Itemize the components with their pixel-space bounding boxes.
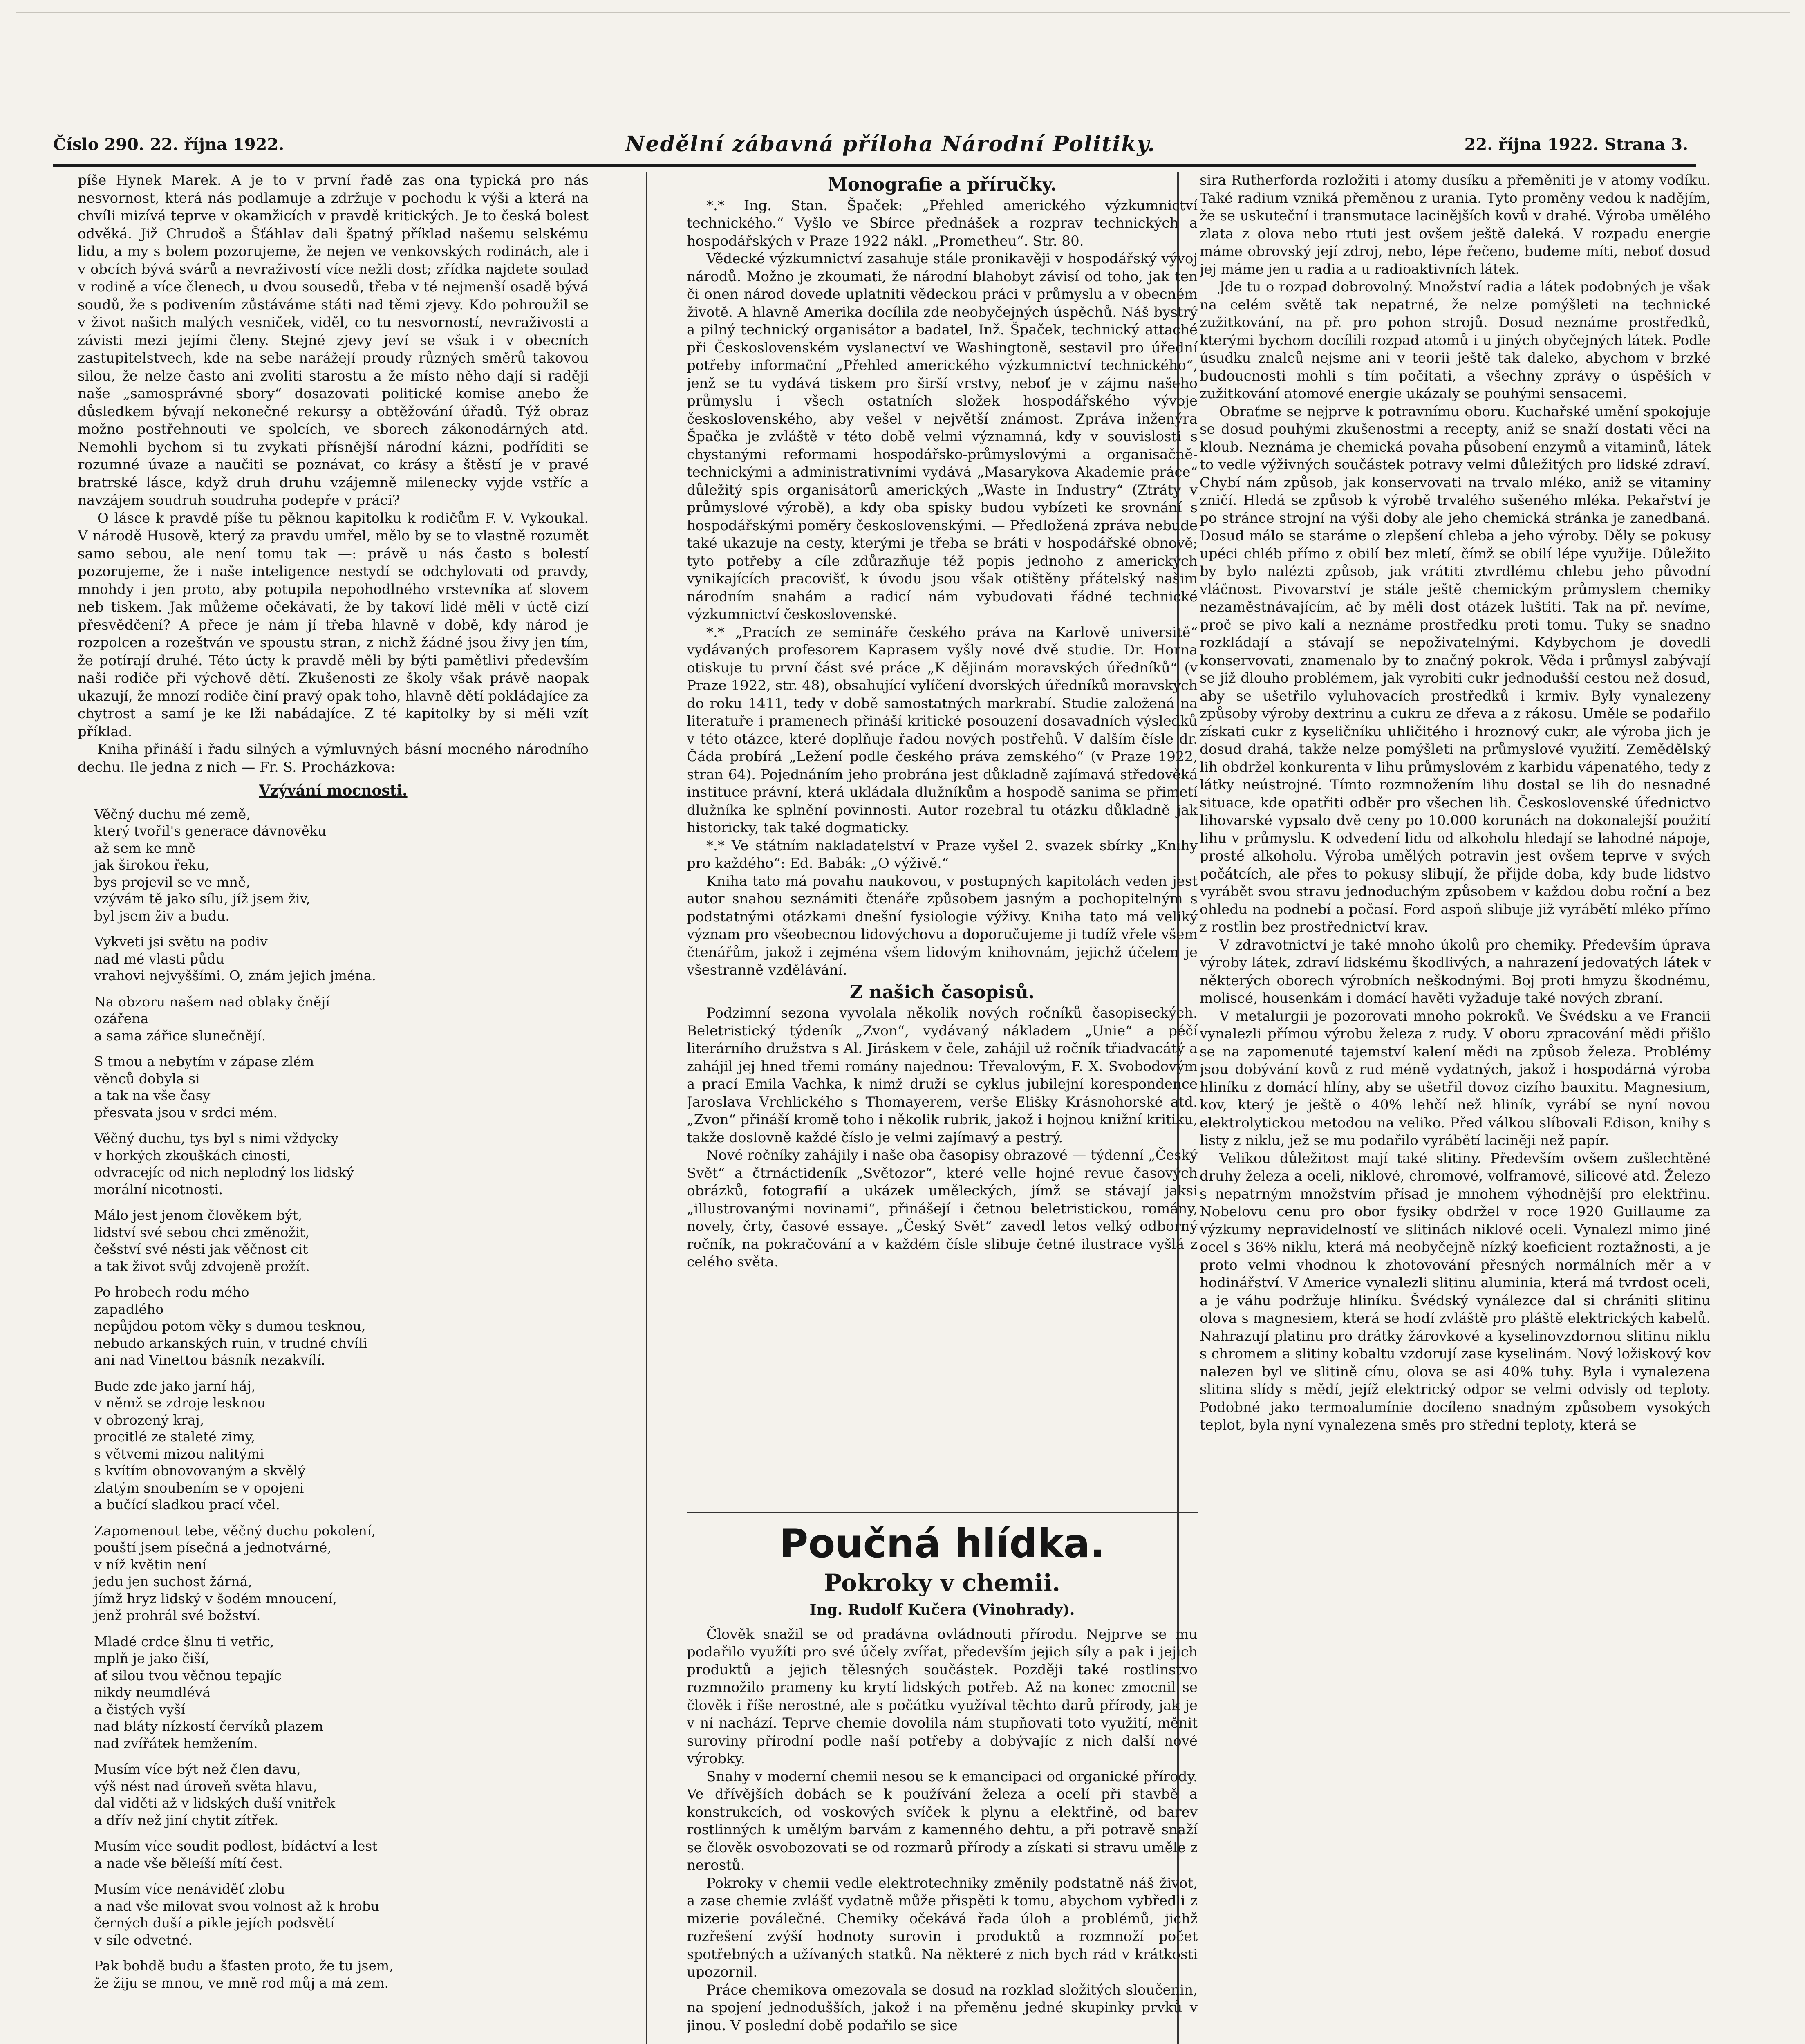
column-2 xyxy=(687,172,1198,1292)
paragraph: Podzimní sezona vyvolala několik nových ročníků časopiseckých. Beletristický týdeník „Zvon“, vydávaný nákladem „Unie“ a péčí literárního družstva s Al. Jiráskem v čele, zahájil už ročník třiadvacátý a zahájil jej hned třemi romány najednou: Třevalovým, F. X. Svobodovým a prací Emila Vachka, k nimž druží se cyklus jubilejní korespondence Jaroslava Vrchlického s Thomayerem, verše Elišky Krásnohorské atd. „Zvon“ přináší kromě toho i několik rubrik, jakož i hojnou knižní kritiku, takže doslovně každé číslo je velmi zajímavý a pestrý. xyxy=(687,1005,1198,1146)
poem-line: češství své nésti jak věčnost cit xyxy=(94,1241,308,1257)
section-title: Z našich časopisů. xyxy=(849,982,1035,1003)
poem-line: ať silou tvou věčnou tepajíc xyxy=(94,1667,282,1683)
poem-stanza xyxy=(78,1053,589,1121)
poem-line: vzývám tě jako sílu, jíž jsem živ, xyxy=(94,891,310,907)
poem-line: Věčný duchu mé země, xyxy=(94,806,251,822)
poem-line: černých duší a pikle jejích podsvětí xyxy=(94,1915,335,1931)
poem-line: v níž květin není xyxy=(94,1556,207,1573)
paragraph: Nové ročníky zahájily i naše oba časopisy obrazové — týdenní „Český Svět“ a čtrnáctideník „Světozor“, které velle hojné revue časových obrázků, fotografií a ukázek uměleckých, jímž se stávají jaksi „illustrovanými novinami“, přinášejí i četnou beletristickou, romány, novely, črty, časové essaye. „Český Svět“ zavedl letos velký odborný ročník, na pokračování a v každém čísle slibuje četné ilustrace vyšlá z celého světa. xyxy=(687,1147,1198,1270)
poem-line: a nade vše běleíší mítí čest. xyxy=(94,1855,283,1871)
poem-line: morální nicotnosti. xyxy=(94,1181,223,1197)
column-2-article xyxy=(687,1504,1198,2044)
poem-line: ani nad Vinettou básník nezakvílí. xyxy=(94,1352,325,1368)
paragraph: *.* Ve státním nakladatelství v Praze vyšel 2. svazek sbírky „Knihy pro každého“: Ed. Babák: „O výživě.“ xyxy=(687,837,1198,872)
paragraph: Vědecké výzkumnictví zasahuje stále pronikavěji v hospodářský vývoj národů. Možno je zkoumati, že národní blahobyt závisí od toho, jak ten či onen národ dovede uplatniti vědeckou práci v průmyslu a v obecném životě. A hlavně Amerika docílila zde neobyčejných úspěchů. Náš bystrý a pilný technický organisátor a badatel, Inž. Špaček, technický attaché při Československém vyslanectví ve Washingtoně, sestavil pro úřední potřeby informační „Přehled amerického výzkumnictví technického“, jenž se tu vydává tiskem pro širší vrstvy, neboť je v zájmu našeho průmyslu i všech ostatních složek hospodářského vývoje československého, aby vešel v největší známost. Zpráva inženýra Špačka je zvláště v této době velmi významná, kdy v souvislosti s chystanými reformami hospodářsko-průmyslovými a organisačně-technickými a administrativními vydává „Masarykova Akademie práce“ důležitý spis organisátorů amerických „Waste in Industry“ (Ztráty v průmyslové výrobě), a kdy oba spisky budou vybízeti ke srovnání s hospodářskými poměry československými. — Předložená zpráva nebude také ukazuje na cesty, kterými je třeba se bráti v hospodářské obnově; tyto potřeby a cíle zdůrazňuje též popis jednoho z amerických vynikajících pracovišť, k úvodu jsou však otištěny přátelský našim národním snahám a radicí nám vybudovati řádné technické výzkumnictví československé. xyxy=(687,251,1198,623)
paragraph: Velikou důležitost mají také slitiny. Především ovšem zušlechtěné druhy železa a oceli, niklové, chromové, volframové, silicové atd. Železo s nepatrným množstvím přísad je mnohem výhodnější pro elektřinu. Nobelovu cenu pro obor fysiky obdržel v roce 1920 Guillaume za výzkumy nepravidelností ve slitinách niklové oceli. Vynalezl mimo jiné ocel s 36% niklu, která má neobyčejně nízký koeficient roztažnosti, a je proto velmi vhodnou k zhotovování přesných normálních měr a v hodinářství. V Americe vynalezli slitinu aluminia, která má tvrdost oceli, a je váhu podržuje hliníku. Švédský vynálezce dal si chrániti slitinu olova s magnesiem, která se hodí zvláště pro pláště elektrických kabelů. Nahrazují platinu pro drátky žárovkové a kyselinovzdornou slitinu niklu s chromem a slitiny kobaltu vzdorují zase kyselinám. Nový ložiskový kov nalezen byl ve slitině cínu, olova se asi 40% tuhy. Byla i vynalezena slitina slídy s mědí, jejíž elektrický odpor se velmi odvisly od teploty. Podobné jako termoalumínie docíleno snadným způsobem vysokých teplot, byla nyní vynalezena směs pro střední teploty, která se xyxy=(1200,1150,1711,1433)
poem-stanza xyxy=(78,1633,589,1752)
poem-line: a čistých vyší xyxy=(94,1701,186,1717)
poem-stanza xyxy=(78,1130,589,1198)
article-byline: Ing. Rudolf Kučera (Vinohrady). xyxy=(809,1601,1075,1618)
poem-title: Vzývání mocnosti. xyxy=(259,782,408,799)
poem-line: jímž hryz lidský v šodém mnoucení, xyxy=(94,1590,337,1607)
poem-line: nad zvířátek hemžením. xyxy=(94,1735,258,1751)
poem-line: zapadlého xyxy=(94,1301,164,1317)
poem-line: nebudo arkanských ruin, v trudné chvíli xyxy=(94,1335,367,1351)
poem-stanza xyxy=(78,993,589,1044)
poem-line: nepůjdou potom věky s dumou tesknou, xyxy=(94,1318,366,1334)
poem-line: byl jsem živ a budu. xyxy=(94,908,230,924)
poem-line: jak širokou řeku, xyxy=(94,857,210,873)
poem-line: Musím více být než člen davu, xyxy=(94,1761,301,1777)
poem-line: Zapomenout tebe, věčný duchu pokolení, xyxy=(94,1522,376,1539)
poem-line: S tmou a nebytím v zápase zlém xyxy=(94,1053,314,1069)
poem-line: Na obzoru našem nad oblaky čnějí xyxy=(94,993,330,1010)
poem-line: a tak na vše časy xyxy=(94,1087,211,1103)
page-number: 22. října 1922. Strana 3. xyxy=(1464,135,1688,154)
paragraph: Pokroky v chemii vedle elektrotechniky změnily podstatně náš život, a zase chemie zvlášť vydatně může přispěti k tomu, abychom vybředli z mizerie poválečné. Chemiky očekává řada úloh a problémů, jichž rozřešení zvýší hodnoty surovin i produktů a rozmnoží počet spotřebných a užívaných statků. Na některé z nich bych rád v krátkosti upozornil. xyxy=(687,1875,1198,1980)
paragraph: *.* „Pracích ze semináře českého práva na Karlově universitě“ vydávaných profesorem Kaprasem vyšly nové dvě studie. Dr. Horna otiskuje tu první část své práce „K dějinám moravských úředníků“ (v Praze 1922, str. 48), obsahující vylíčení dvorských úředníků moravských do roku 1411, tedy v době samostatných markrabí. Studie založená na literatuře i pramenech přináší kritické posouzení dosavadních výsledků v této otázce, které doplňuje řadou nových postřehů. V dalším čísle dr. Čáda probírá „Ležení podle českého práva zemského“ (v Praze 1922, stran 64). Pojednáním jeho probrána jest důkladně zajímavá středověká instituce právní, která ukládala dlužníkům a hospodě sanima se přimetí dlužníka ke splnění povinnosti. Autor rozebral tu otázku důkladně jak historicky, tak také dogmaticky. xyxy=(687,624,1198,836)
poem-line: Bude zde jako jarní háj, xyxy=(94,1378,256,1394)
poem-line: a dřív než jiní chytit zítřek. xyxy=(94,1812,279,1828)
poem-line: který tvořil's generace dávnověku xyxy=(94,823,327,839)
paragraph: V zdravotnictví je také mnoho úkolů pro chemiky. Především úprava výroby látek, zdraví lidskému škodlivých, a nahrazení jedovatých látek v některých oborech výrobních neškodnými. Boj proti hmyzu škodnému, moliscé, housenkám i domácí havěti vyžaduje také nových zbraní. xyxy=(1200,937,1711,1006)
poem-stanza xyxy=(78,1838,589,1871)
article-title: Pokroky v chemii. xyxy=(824,1569,1061,1597)
paragraph: Kniha tato má povahu naukovou, v postupných kapitolách veden jest autor snahou seznámiti čtenáře způsobem jasným a pochopitelným s podstatnými otázkami dnešní fysiologie výživy. Kniha tato má veliký význam pro všeobecnou lidovýchovu a doporučujeme ji tudíž vřele všem čtenářům, jakož i zejména všem lidovým knihovnám, jejichž účelem je všestranně vzdělávání. xyxy=(687,873,1198,978)
poem-line: a sama zářice slunečnějí. xyxy=(94,1027,266,1044)
paragraph: Člověk snažil se od pradávna ovládnouti přírodu. Nejprve se mu podařilo využíti pro své účely zvířat, především jejich síly a pak i jejich produktů a jejich tělesných součástek. Později také rostlinstvo rozmnožilo prameny ku krytí lidských potřeb. Až na konec zmocnil se člověk i říše nerostné, ale s počátku využíval těchto darů přírody, jak je v ní nachází. Teprve chemie dovolila nám stupňovati toto využití, měnit suroviny přírodní podle naší potřeby a dobývajíc z nich další nové výrobky. xyxy=(687,1626,1198,1767)
poem-line: a nad vše milovat svou volnost až k hrobu xyxy=(94,1898,380,1914)
poem-line: odvracejíc od nich neplodný los lidský xyxy=(94,1164,354,1180)
poem-line: jenž prohrál své božství. xyxy=(94,1607,261,1623)
poem-line: nikdy neumdlévá xyxy=(94,1684,211,1700)
poem-line: bys projevil se ve mně, xyxy=(94,874,251,890)
poem-line: Mladé crdce šlnu ti vetřic, xyxy=(94,1633,274,1650)
poem-line: že žiju se mnou, ve mně rod můj a má zem. xyxy=(94,1975,389,1991)
poem-line: Málo jest jenom člověkem být, xyxy=(94,1207,302,1223)
column-1 xyxy=(78,172,589,2044)
paragraph: sira Rutherforda rozložiti i atomy dusíku a přeměniti je v atomy vodíku. Také radium vzniká přeměnou z urania. Tyto proměny vedou k nadějím, že se uskuteční i transmutace lacinějších kovů v drahé. Výroba umělého zlata z olova nebo rtuti jest ovšem ještě daleká. V rozpadu energie máme obrovský její zdroj, nebo, lépe řečeno, budeme míti, neboť dosud jej máme jen u radia a u radioaktivních látek. xyxy=(1200,172,1711,278)
poem-line: Pak bohdě budu a šťasten proto, že tu jsem, xyxy=(94,1958,394,1974)
poem-line: v síle odvetné. xyxy=(94,1932,193,1948)
poem-line: dal viděti až v lidských duší vnitřek xyxy=(94,1795,336,1811)
poem-stanza xyxy=(78,1880,589,1948)
article-heading: Poučná hlídka. xyxy=(779,1521,1105,1567)
section-title: Monografie a příručky. xyxy=(828,174,1057,195)
poem-line: v horkých zkouškách cinosti, xyxy=(94,1147,291,1163)
page-header xyxy=(53,132,1688,168)
paragraph: V metalurgii je pozorovati mnoho pokroků. Ve Švédsku a ve Francii vynalezli přímou výrobu železa z rudy. V oboru zpracování mědi přišlo se na zapomenuté tajemství kalení mědi na způsob železa. Problémy jsou dobývání kovů z rud méně vydatných, jakož i hospodárná výroba hliníku z domácí hlíny, aby se ušetřil dovoz cizího bauxitu. Magnesium, kov, který je ještě o 40% lehčí než hliník, vyrábí se nyní novou elektrolytickou metodou na veliko. Před válkou slíbovali Edison, knihy s listy z niklu, jež se mu podařilo vyrábětí laciněji než papír. xyxy=(1200,1008,1711,1149)
poem-line: Musím více nenáviděť zlobu xyxy=(94,1881,285,1897)
paragraph: Obraťme se nejprve k potravnímu oboru. Kuchařské umění spokojuje se dosud pouhými zkušenostmi a recepty, aniž se snaží dostati věci na kloub. Neznáma je chemická povaha působení enzymů a vitaminů, látek to vedle výživných součástek potravy velmi důležitých pro lidské zdraví. Chybí nám způsob, jak konservovati na trvalo mléko, aniž se vitaminy zničí. Hledá se způsob k výrobě trvalého sušeného mléka. Pekařství je po stránce strojní na výši doby ale jeho chemická stránka je zanedbaná. Dosud málo se staráme o zlepšení chleba a jeho výroby. Děly se pokusy upéci chléb přímo z obilí bez mletí, čímž se obilí lépe využije. Důležito by bylo nalézti způsob, jak vrátiti ztvrdlému chlebu jeho původní vláčnost. Pivovarství je stále ještě chemickým průmyslem chemiky nezaměstnávajícím, ač by měli dost otázek luštiti. Tak na př. nevíme, proč se pivo kalí a neznáme prostředku proti tomu. Tuky se snadno rozkládají a stávají se nepoživatelnými. Kdybychom je dovedli konservovati, znamenalo by to značný pokrok. Věda i průmysl zabývají se již dlouho problémem, jak vyrobiti cukr jednodušší cestou než dosud, aby se ušetřilo vyluhovacích prostředků i krmiv. Byly vynalezeny způsoby výroby dextrinu a cukru ze dřeva a z rákosu. Uměle se podařilo získati cukr z kyseličníku uhličitého i hroznový cukr, ale výroba jich je dosud drahá, takže nelze pomýšleti na průmyslové využití. Zemědělský lih obdržel konkurenta v lihu průmyslovém z karbidu vápenatého, tedy z látky neústrojné. Tímto rozmnožením lihu dostal se lih do nesnadné situace, kde opatřiti odběr pro všechen lih. Československé úřednictvo lihovarské vypsalo dvě ceny po 10.000 korunách na dokonalejší použití lihu v průmyslu. K odvedení lidu od alkoholu hledají se lahodné nápoje, prosté alkoholu. Výroba umělých potravin jest ovšem teprve v svých počátcích, ale přes to pokusy slibují, že přijde doba, kdy bude lidstvo vyrábět svou stravu jednoduchým způsobem v každou dobu roční a bez ohledu na podnebí a počasí. Ford aspoň slibuje již vyrábětí mléko přímo z rostlin bez prostřednictví krav. xyxy=(1200,403,1711,935)
poem-line: pouští jsem písečná a jednotvárné, xyxy=(94,1540,331,1555)
poem-line: ozářena xyxy=(94,1011,149,1026)
poem-line: lidství své sebou chci změnožit, xyxy=(94,1224,310,1240)
poem-line: vrahovi nejvyššími. O, znám jejich jména. xyxy=(94,968,376,984)
poem-line: Věčný duchu, tys byl s nimi vždycky xyxy=(94,1130,339,1146)
column-divider-1 xyxy=(646,172,647,2044)
masthead-title: Nedělní zábavná příloha Národní Politiky. xyxy=(625,132,1156,157)
poem-line: Musím více soudit podlost, bídáctví a lest xyxy=(94,1838,378,1854)
poem-line: až sem ke mně xyxy=(94,840,195,856)
poem-line: procitlé ze staleté zimy, xyxy=(94,1429,255,1445)
poem-line: věnců dobyla si xyxy=(94,1070,200,1087)
poem-line: s kvítím obnovovaným a skvělý xyxy=(94,1463,306,1479)
poem-line: v obrozený kraj, xyxy=(94,1412,204,1428)
header-rule xyxy=(53,164,1696,167)
poem-line: nad mé vlasti půdu xyxy=(94,950,224,967)
scan-edge xyxy=(16,12,1790,13)
paragraph: O lásce k pravdě píše tu pěknou kapitolku k rodičům F. V. Vykoukal. V národě Husově, který za pravdu umřel, mělo by se to vlastně rozumět samo sebou, ale není tomu tak —: právě u nás často s bolestí pozorujeme, že i naše inteligence nestydí se odchylovati od pravdy, mnohdy i jen proto, aby potupila nepohodlného vrstevníka ať slovem neb tiskem. Jak můžeme očekávati, že by takoví lidé měli v úctě cizí přesvědčení? A přece je nám jí třeba hlavně v době, kdy národ je rozpolcen a rozeštván ve spoustu stran, z nichž žádné jsou živy jen tím, že potírají druhé. Této úcty k pravdě měli by býti pamětlivi především naši rodiče při výchově dětí. Zkušenosti ze školy však právě naopak ukazují, že mnozí rodiče činí pravý opak toho, hlavně dětí pokládajíce za chytrost a samí je ke lži nabádajíce. Z té kapitolky by si měli vzít příklad. xyxy=(78,510,589,740)
paragraph: *.* Ing. Stan. Špaček: „Přehled amerického výzkumnictví technického.“ Vyšlo ve Sbírce přednášek a rozprav technických a hospodářských v Praze 1922 nákl. „Prometheu“. Str. 80. xyxy=(687,197,1198,249)
poem-stanza xyxy=(78,1378,589,1513)
poem-stanza xyxy=(78,1761,589,1829)
poem-line: zlatým snoubením se v opojeni xyxy=(94,1479,304,1496)
poem-stanza xyxy=(78,933,589,984)
paragraph: Práce chemikova omezovala se dosud na rozklad složitých sloučenin, na spojení jednodušších, jakož i na přeměnu jedné skupinky prvků v jinou. V poslední době podařilo se sice xyxy=(687,1981,1198,2034)
paragraph: Snahy v moderní chemii nesou se k emancipaci od organické přírody. Ve dřívějších dobách se k používání železa a ocelí při stavbě a konstrukcích, od voskových svíček k plynu a elektřině, od barev rostlinných k umělým barvám z kamenného dehtu, a při potravě snaží se člověk osvobozovati se od rozmarů přírody a získati si stravu uměle z nerostů. xyxy=(687,1768,1198,1874)
paragraph: Jde tu o rozpad dobrovolný. Množství radia a látek podobných je však na celém světě tak nepatrné, že nelze pomýšleti na technické zužitkování, na př. pro pohon strojů. Dosud neznáme prostředků, kterými bychom docílili rozpad atomů i u jiných obyčejných látek. Podle úsudku znalců nejsme ani v teorii ještě tak daleko, abychom v brzké budoucnosti mohli s tím počítati, a všechny zprávy o úspěších v zužitkování atomové energie ukázaly se pouhými sensacemi. xyxy=(1200,279,1711,402)
paragraph: píše Hynek Marek. A je to v první řadě zas ona typická pro nás nesvornost, která nás podlamuje a zdržuje v pochodu k výši a která na chvíli mizívá teprve v okamžicích v pravdě kritických. Je to česká bolest odvěká. Již Chrudoš a Šťáhlav dali špatný příklad našemu selskému lidu, a my s bolem pozorujeme, že nejen ve venkovských rodinách, ale i v obcích bývá svárů a nevraživostí více nežli dost; zřídka najdete soulad v rodině a více členech, u dvou sousedů, třeba v té nejmenší osadě bývá soudů, že s podivením zůstáváme státi nad těmi zjevy. Kdo pohroužil se v život našich malých vesniček, viděl, co tu nesvorností, nevraživosti a závisti mezi jejími členy. Stejné zjevy jeví se však i v obecních zastupitelstvech, kde na sebe narážejí proudy různých směrů takovou silou, že nelze často ani zvoliti starostu a že místo něho dají si raději naše „samosprávné sbory“ dosazovati politické komise anebo že důsledkem bývají nekonečné rekursy a obtěžování úřadů. Týž obraz možno postřehnouti ve spolcích, ve sborech zákonodárných atd. Nemohli bychom si tu zvykati přísnější národní kázni, podříditi se rozumné úvaze a naučiti se poznávat, co krásy a štěstí je v pravé bratrské lásce, když druh druhu vzájemně milenecky vyjde vstříc a navzájem soudruh soudruha podepře v práci? xyxy=(78,172,589,509)
poem-line: s větvemi mizou nalitými xyxy=(94,1446,264,1462)
poem-stanza xyxy=(78,1207,589,1275)
paragraph: Kniha přináší i řadu silných a výmluvných básní mocného národního dechu. Ile jedna z nich — Fr. S. Procházkova: xyxy=(78,741,589,775)
poem-line: v němž se zdroje lesknou xyxy=(94,1395,266,1411)
poem-stanza xyxy=(78,1284,589,1369)
poem xyxy=(78,806,589,1992)
poem-line: výš nést nad úroveň světa hlavu, xyxy=(94,1778,317,1794)
poem-stanza xyxy=(78,1957,589,1991)
issue-number: Číslo 290. 22. října 1922. xyxy=(53,135,284,154)
poem-stanza xyxy=(78,1522,589,1624)
column-3 xyxy=(1200,172,1711,2044)
section-rule xyxy=(687,1512,1198,1513)
poem-line: přesvata jsou v srdci mém. xyxy=(94,1104,278,1121)
poem-line: Po hrobech rodu mého xyxy=(94,1284,249,1300)
poem-line: Vykveti jsi světu na podiv xyxy=(94,934,268,950)
poem-stanza xyxy=(78,806,589,925)
poem-line: a bučící sladkou prací včel. xyxy=(94,1497,280,1513)
poem-line: jedu jen suchost žárná, xyxy=(94,1573,252,1589)
poem-line: a tak život svůj zdvojeně prožít. xyxy=(94,1258,310,1274)
poem-line: mplň je jako čiší, xyxy=(94,1650,210,1666)
poem-line: nad bláty nízkostí červíků plazem xyxy=(94,1718,323,1734)
